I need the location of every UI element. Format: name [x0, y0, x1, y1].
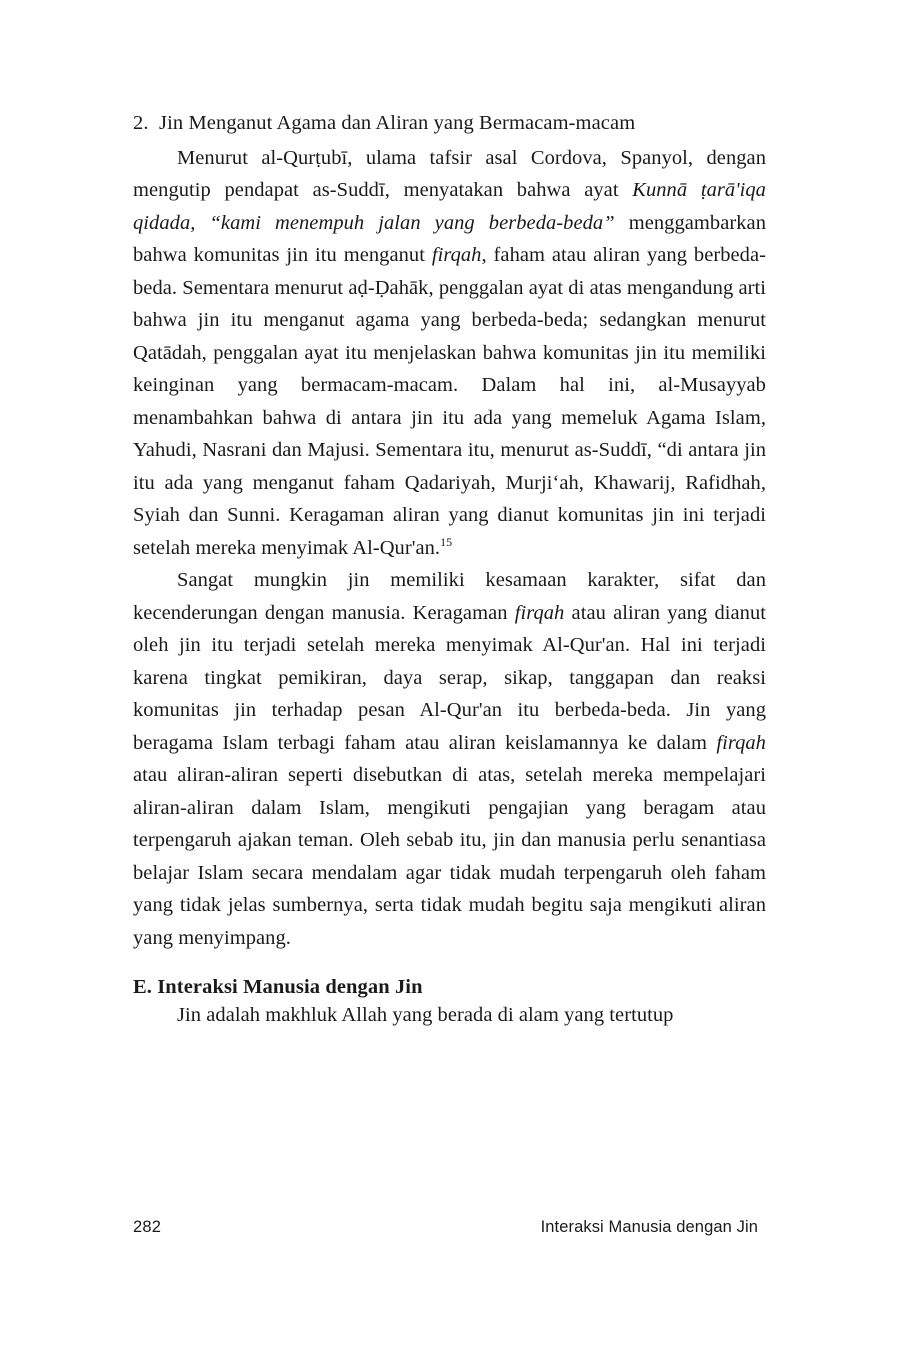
page-content — [133, 108, 766, 1032]
page-number: 282 — [133, 1218, 162, 1236]
subsection-heading — [133, 108, 766, 140]
paragraph-2 — [133, 564, 766, 954]
paragraph-1-text-c: , faham atau aliran yang berbeda-beda. Sementara menurut aḍ-Ḍahāk, penggalan ayat di atas mengandung arti bahwa jin itu menganut agama yang berbeda-beda; sedangkan menurut Qatādah, penggalan ayat itu menjelaskan bahwa komunitas jin itu memiliki keinginan yang bermacam-macam. Dalam hal ini, al-Musayyab menambahkan bahwa di antara jin itu ada yang memeluk Agama Islam, Yahudi, Nasrani dan Majusi. Sementara itu, menurut as-Suddī, “di antara jin itu ada yang menganut faham Qadariyah, Murji‘ah, Khawarij, Rafidhah, Syiah dan Sunni. Keragaman aliran yang dianut komunitas jin ini terjadi setelah mereka menyimak Al-Qur'an. — [133, 244, 766, 559]
paragraph-2-italic-b: firqah — [716, 731, 766, 754]
paragraph-3: Jin adalah makhluk Allah yang berada di alam yang tertutup — [177, 1004, 674, 1027]
running-title: Interaksi Manusia dengan Jin — [540, 1218, 758, 1236]
subsection-title: Jin Menganut Agama dan Aliran yang Bermacam-macam — [159, 112, 636, 134]
paragraph-1-italic-a: Kunnā ṭarā'iqa qidada, — [133, 179, 766, 234]
paragraph-1-text-b: menggambarkan bahwa komunitas jin itu menganut — [133, 211, 766, 267]
paragraph-2-text-b: atau aliran yang dianut oleh jin itu terjadi setelah mereka menyimak Al-Qur'an. Hal ini terjadi karena tingkat pemikiran, daya serap, sikap, tanggapan dan reaksi komunitas jin terhadap pesan Al-Qur'an itu berbeda-beda. Jin yang beragama Islam terbagi faham atau aliran keislamannya ke dalam — [133, 601, 766, 754]
subsection-number: 2. — [133, 112, 149, 134]
paragraph-2-text-c: atau aliran-aliran seperti disebutkan di atas, setelah mereka mempelajari aliran-aliran dalam Islam, mengikuti pengajian yang beragam atau terpengaruh ajakan teman. Oleh sebab itu, jin dan manusia perlu senantiasa belajar Islam secara mendalam agar tidak mudah terpengaruh oleh faham yang tidak jelas sumbernya, serta tidak mudah begitu saja mengikuti aliran yang menyimpang. — [133, 764, 766, 949]
paragraph-2-italic-a: firqah — [514, 601, 565, 624]
paragraph-2-text-a: Sangat mungkin jin memiliki kesamaan karakter, sifat dan kecenderungan dengan manusia. Keragaman — [133, 569, 766, 624]
page-footer — [133, 1218, 766, 1237]
paragraph-1-italic-c: firqah — [431, 244, 482, 267]
section-heading-e: E. Interaksi Manusia dengan Jin — [133, 976, 423, 999]
paragraph-1-space-a — [195, 212, 209, 234]
paragraph-1-text-a: Menurut al-Qurṭubī, ulama tafsir asal Cordova, Spanyol, dengan mengutip pendapat as-Suddī, menyatakan bahwa ayat — [133, 146, 766, 202]
paragraph-1-italic-b: “kami menempuh jalan yang berbeda-beda” — [209, 211, 615, 234]
paragraph-1 — [133, 142, 766, 565]
footnote-marker-15: 15 — [440, 534, 453, 549]
